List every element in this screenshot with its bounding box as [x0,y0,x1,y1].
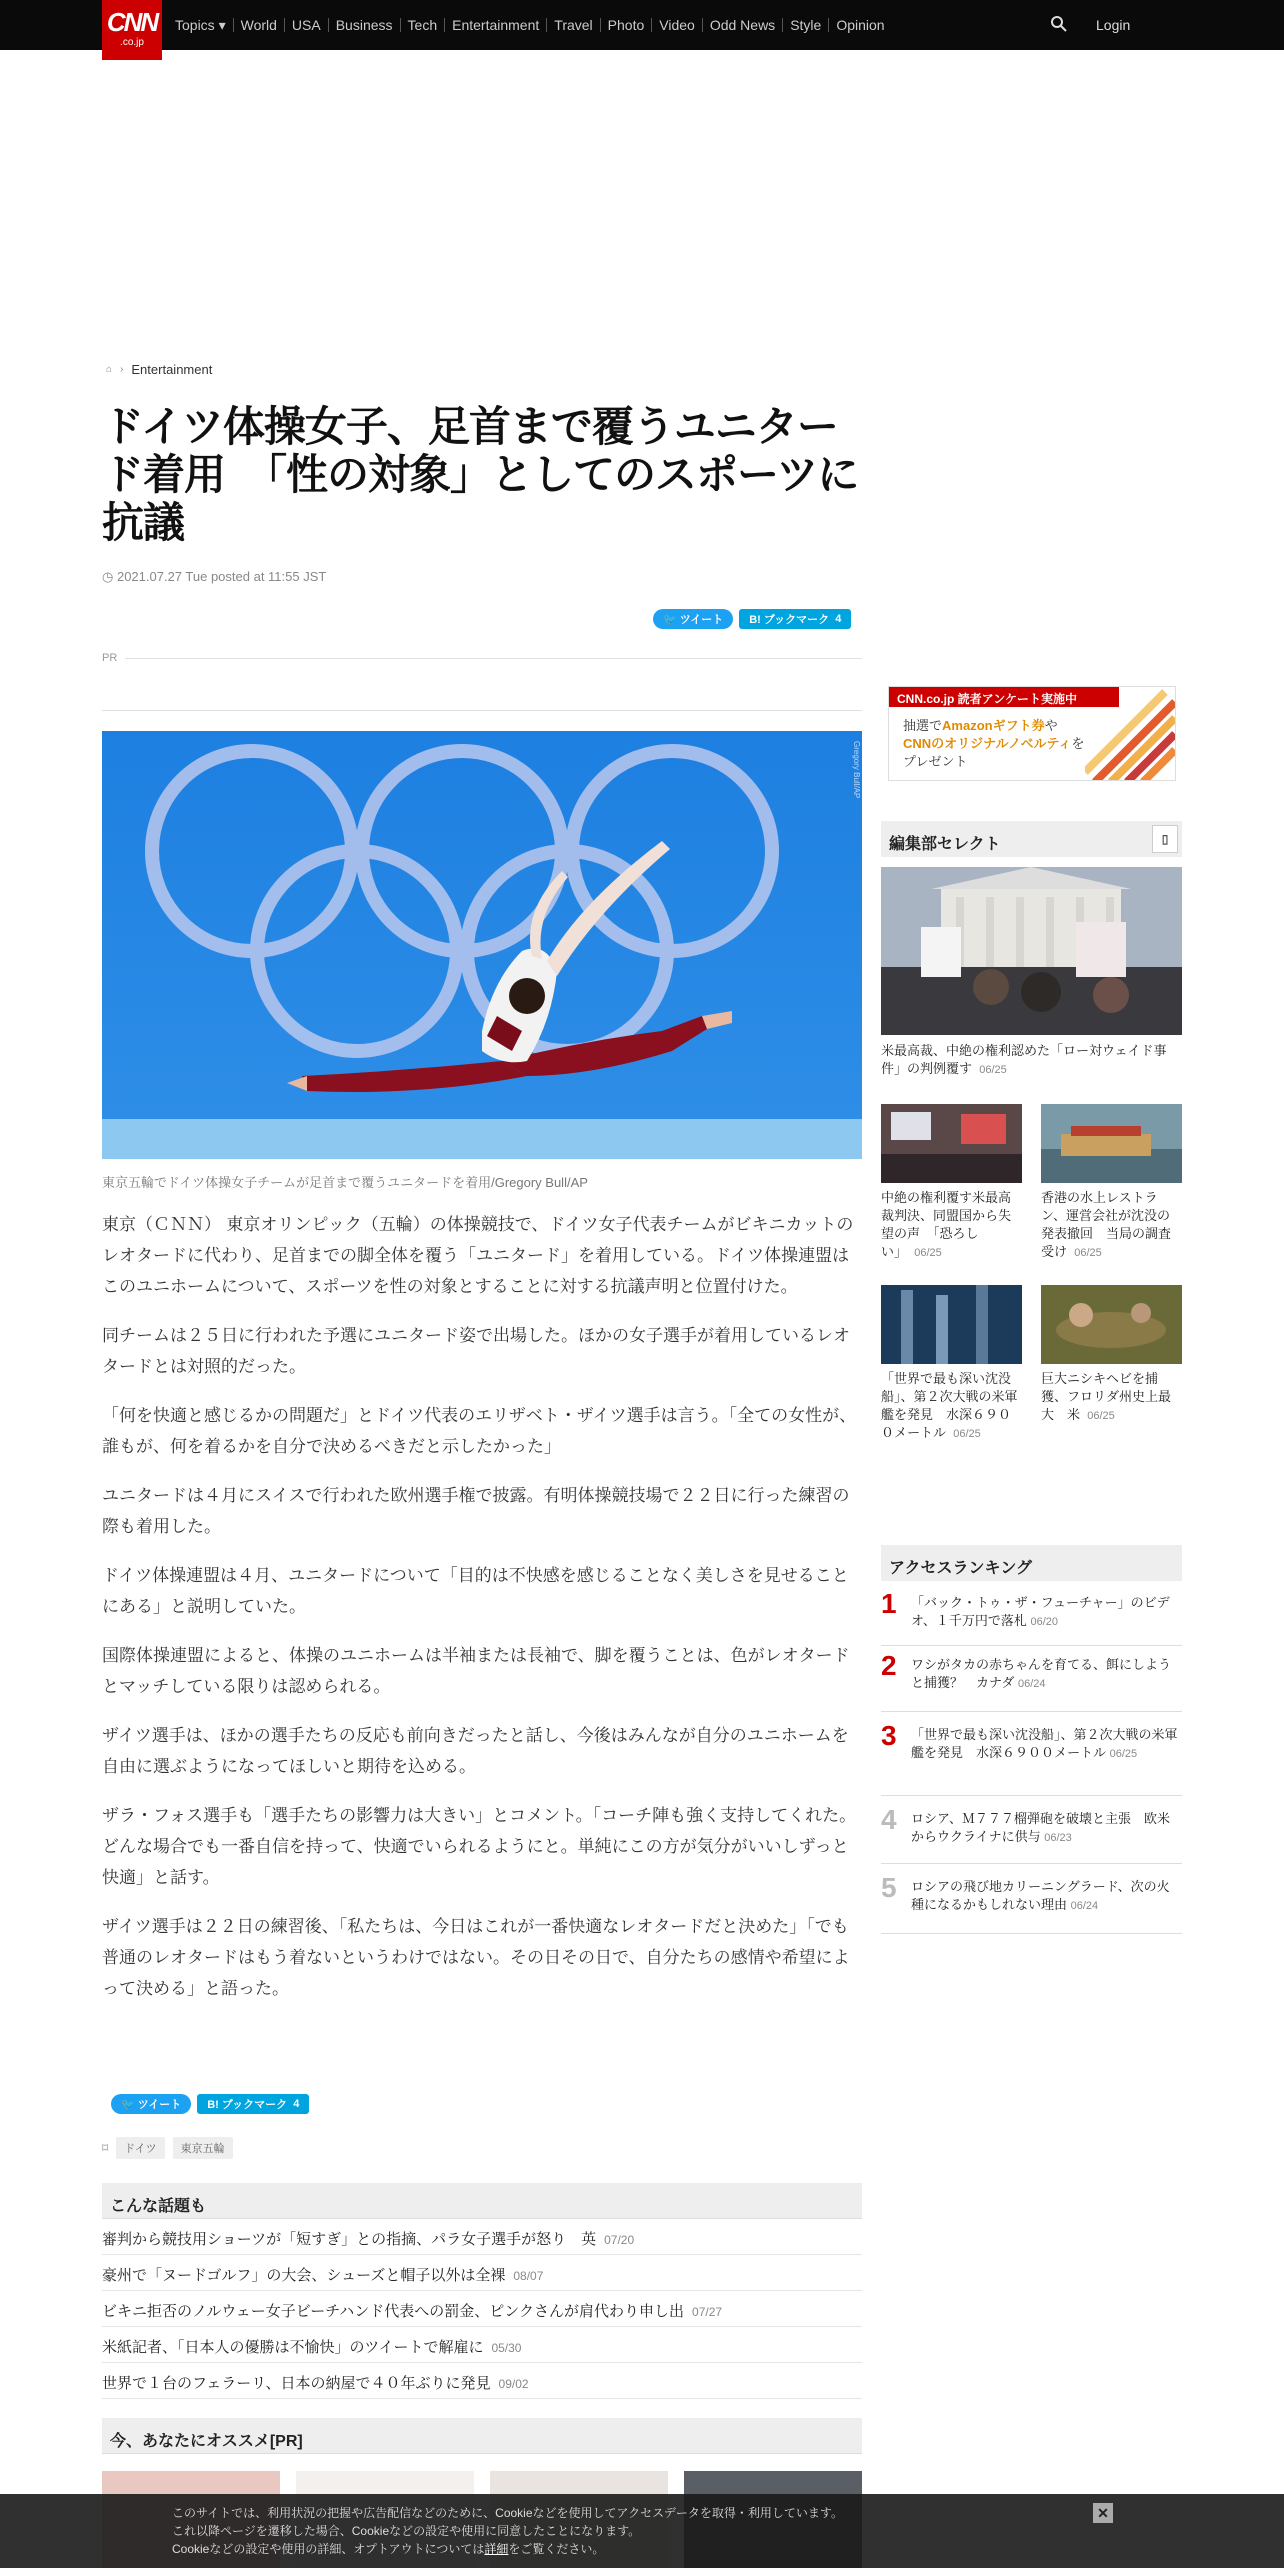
home-icon[interactable]: ⌂ [106,364,113,375]
ranking-item[interactable] [881,1722,1182,1796]
ranking-number: 2 [881,1650,897,1681]
nav-item[interactable]: Photo [600,18,652,32]
search-icon[interactable] [1050,15,1068,33]
hatena-bookmark-button[interactable]: B! ブックマーク 4 [739,609,851,629]
ranking-date: 06/23 [1044,1832,1072,1844]
editor-item[interactable]: 巨大ニシキヘビを捕獲、フロリダ州史上最大 米 06/25 [1041,1371,1172,1422]
toggle-icon[interactable]: ▯ [1152,825,1178,853]
divider [102,710,862,711]
share-buttons-top [653,609,851,629]
article-paragraph: ザイツ選手は２２日の練習後、「私たちは、今日はこれが一番快適なレオタードだと決めた」「でも普通のレオタードはもう着ないというわけではない。その日その日で、自分たちの感情や希望によって決める」と語った。 [102,1917,850,1999]
survey-ad-banner[interactable] [888,686,1176,781]
related-heading: こんな話題も [102,2183,862,2219]
cnn-logo[interactable]: CNN .co.jp [102,0,162,60]
ranking-date: 06/20 [1030,1616,1058,1628]
ranking-text [911,1874,1182,1933]
ranking-heading: アクセスランキング [881,1545,1182,1581]
editor-thumb[interactable] [881,1285,1022,1364]
article-photo [102,731,862,1159]
tag-list [102,2137,233,2159]
nav-item[interactable]: Travel [546,18,599,32]
nav-item[interactable]: Opinion [828,18,891,32]
nav-item[interactable]: Topics ▾ [175,17,226,33]
editor-thumb[interactable] [1041,1285,1182,1364]
photo-credit: Gregory Bull/AP [852,741,861,799]
ranking-date: 06/25 [1109,1748,1138,1760]
article-paragraph: 国際体操連盟によると、体操のユニホームは半袖または長袖で、脚を覆うことは、色がレオタードとマッチしている限りは認められる。 [102,1646,850,1697]
nav-item[interactable]: USA [284,18,328,32]
nav-item[interactable]: Entertainment [444,18,546,32]
cookie-text-line: このサイトでは、利用状況の把握や広告配信などのために、Cookieなどを使用してアクセスデータを取得・利用しています。 [172,2506,843,2520]
article-date-text: 2021.07.27 Tue posted at 11:55 JST [116,569,327,584]
nav-item[interactable]: World [233,18,284,32]
tag-link[interactable]: 東京五輪 [173,2137,233,2159]
ranking-number: 3 [881,1720,897,1751]
tweet-button[interactable]: 🐦 ツイート [653,609,733,629]
cookie-text-line: これ以降ページを遷移した場合、Cookieなどの設定や使用に同意したことになります。 [172,2524,641,2538]
share-buttons-bottom [111,2094,309,2114]
ad-decoration [1085,687,1175,781]
ranking-title: ロシア、Ｍ７７７榴弾砲を破壊と主張 欧米からウクライナに供与 [911,1811,1170,1844]
related-title: 世界で１台のフェラーリ、日本の納屋で４０年ぶりに発見 [102,2375,491,2392]
related-date: 07/20 [604,2233,635,2247]
editor-thumb[interactable] [881,1104,1022,1183]
cookie-text-line: Cookieなどの設定や使用の詳細、オプトアウトについては詳細をご覧ください。 [172,2542,605,2556]
breadcrumb-category[interactable]: Entertainment [131,362,213,377]
editor-thumb[interactable] [1041,1104,1182,1183]
article-paragraph: 「何を快適と感じるかの問題だ」とドイツ代表のエリザベト・ザイツ選手は言う。「全ての女性が、誰もが、何を着るかを自分で決めるべきだと示したかった」 [102,1406,857,1457]
twitter-icon: 🐦 [121,2098,138,2111]
ranking-item[interactable] [881,1590,1182,1646]
tweet-button[interactable]: 🐦 ツイート [111,2094,191,2114]
ranking-title: 「バック・トゥ・ザ・フューチャー」のビデオ、１千万円で落札 [911,1595,1170,1628]
hatena-bookmark-button[interactable]: B! ブックマーク 4 [197,2094,309,2114]
article-body [102,1210,862,2023]
cookie-details-link[interactable]: 詳細 [484,2542,509,2556]
ranking-date: 06/24 [1017,1678,1046,1690]
main-nav [168,0,892,50]
ranking-date: 06/24 [1070,1900,1099,1912]
related-date: 09/02 [498,2377,529,2391]
editor-main-photo[interactable] [881,867,1182,1035]
editor-item[interactable]: 米最高裁、中絶の権利認めた「ロー対ウェイド事件」の判例覆す 06/25 [881,1043,1167,1076]
nav-item[interactable]: Style [782,18,828,32]
recommend-heading: 今、あなたにオススメ[PR] [102,2418,862,2454]
ranking-text [911,1652,1182,1711]
ranking-number: 4 [881,1804,897,1835]
tag-icon: ⌑ [102,2141,109,2155]
ranking-title: 「世界で最も深い沈没船」、第２次大戦の米軍艦を発見 水深６９００メートル [911,1727,1178,1760]
nav-item[interactable]: Odd News [702,18,782,32]
related-title: ビキニ拒否のノルウェー女子ビーチハンド代表への罰金、ピンクさんが肩代わり申し出 [102,2303,685,2320]
cookie-consent-bar [0,2494,1284,2568]
article-paragraph: ユニタードは４月にスイスで行われた欧州選手権で披露。有明体操競技場で２２日に行った練習の際も着用した。 [102,1486,850,1537]
article-date [102,569,326,585]
related-date: 07/27 [692,2305,723,2319]
editor-select-heading: 編集部セレクト ▯ [881,821,1182,857]
pr-label: PR [102,652,118,664]
ranking-text [911,1590,1182,1645]
related-title: 米紙記者、「日本人の優勝は不愉快」のツイートで解雇に [102,2339,484,2356]
related-date: 05/30 [491,2341,522,2355]
related-title: 審判から競技用ショーツが「短すぎ」との指摘、パラ女子選手が怒り 英 [102,2231,597,2248]
ranking-item[interactable] [881,1874,1182,1934]
twitter-icon: 🐦 [663,613,680,626]
editor-item[interactable]: 香港の水上レストラン、運営会社が沈没の発表撤回 当局の調査受け 06/25 [1041,1190,1172,1259]
ranking-item[interactable] [881,1806,1182,1864]
article-title: ドイツ体操女子、足首まで覆うユニタード着用 「性の対象」としてのスポーツに抗議 [102,402,859,547]
editor-item[interactable]: 中絶の権利覆す米最高裁判決、同盟国から失望の声 「恐ろしい」 06/25 [881,1190,1012,1259]
clock-icon: ◷ [102,569,117,584]
ranking-number: 1 [881,1588,897,1619]
related-item[interactable] [102,2255,862,2291]
top-navigation-bar [0,0,1284,50]
related-item[interactable] [102,2327,862,2363]
article-paragraph: 同チームは２５日に行われた予選にユニタード姿で出場した。ほかの女子選手が着用しているレオタードとは対照的だった。 [102,1326,850,1377]
breadcrumb [106,362,212,377]
nav-item[interactable]: Tech [400,18,445,32]
ranking-title: ワシがタカの赤ちゃんを育てる、餌にしようと捕獲？ カナダ [911,1657,1172,1690]
photo-caption: 東京五輪でドイツ体操女子チームが足首まで覆うユニタードを着用/Gregory Bull/AP [102,1175,588,1190]
article-paragraph: 東京（ＣＮＮ） 東京オリンピック（五輪）の体操競技で、ドイツ女子代表チームがビキニカットのレオタードに代わり、足首までの脚全体を覆う「ユニタード」を着用している。ドイツ体操連盟はこのユニホームについて、スポーツを性の対象とすることに対する抗議声明と位置付けた。 [102,1215,854,1297]
chevron-right-icon: › [120,364,124,375]
article-paragraph: ザイツ選手は、ほかの選手たちの反応も前向きだったと話し、今後はみんなが自分のユニホームを自由に選ぶようになってほしいと期待を込める。 [102,1726,849,1777]
article-paragraph: ザラ・フォス選手も「選手たちの影響力は大きい」とコメント。「コーチ陣も強く支持してくれた。どんな場合でも一番自信を持って、快適でいられるようにと。単純にこの方が気分がいいしずっと快適」と話す。 [102,1806,857,1888]
related-date: 08/07 [513,2269,544,2283]
close-icon[interactable]: ✕ [1093,2503,1113,2523]
nav-item[interactable]: Business [328,18,400,32]
ranking-title: ロシアの飛び地カリーニングラード、次の火種になるかもしれない理由 [911,1879,1170,1912]
ranking-number: 5 [881,1872,897,1903]
login-link[interactable]: Login [1096,17,1131,33]
related-item[interactable] [102,2363,862,2399]
pr-divider [102,652,862,664]
article-paragraph: ドイツ体操連盟は４月、ユニタードについて「目的は不快感を感じることなく美しさを見せることにある」と説明していた。 [102,1566,849,1617]
related-item[interactable] [102,2291,862,2327]
ranking-text [911,1722,1182,1795]
related-item[interactable] [102,2219,862,2255]
ad-band: CNN.co.jp 読者アンケート実施中 [889,687,1119,707]
divider-line [125,658,862,659]
tag-link[interactable]: ドイツ [116,2137,164,2159]
ranking-text [911,1806,1182,1863]
editor-item[interactable]: 「世界で最も深い沈没船」、第２次大戦の米軍艦を発見 水深６９００メートル 06/25 [881,1371,1018,1440]
ad-text: 抽選でAmazonギフト券や CNNのオリジナルノベルティを プレゼント [903,718,1085,769]
related-title: 豪州で「ヌードゴルフ」の大会、シューズと帽子以外は全裸 [102,2267,506,2284]
nav-item[interactable]: Video [651,18,702,32]
ranking-item[interactable] [881,1652,1182,1712]
